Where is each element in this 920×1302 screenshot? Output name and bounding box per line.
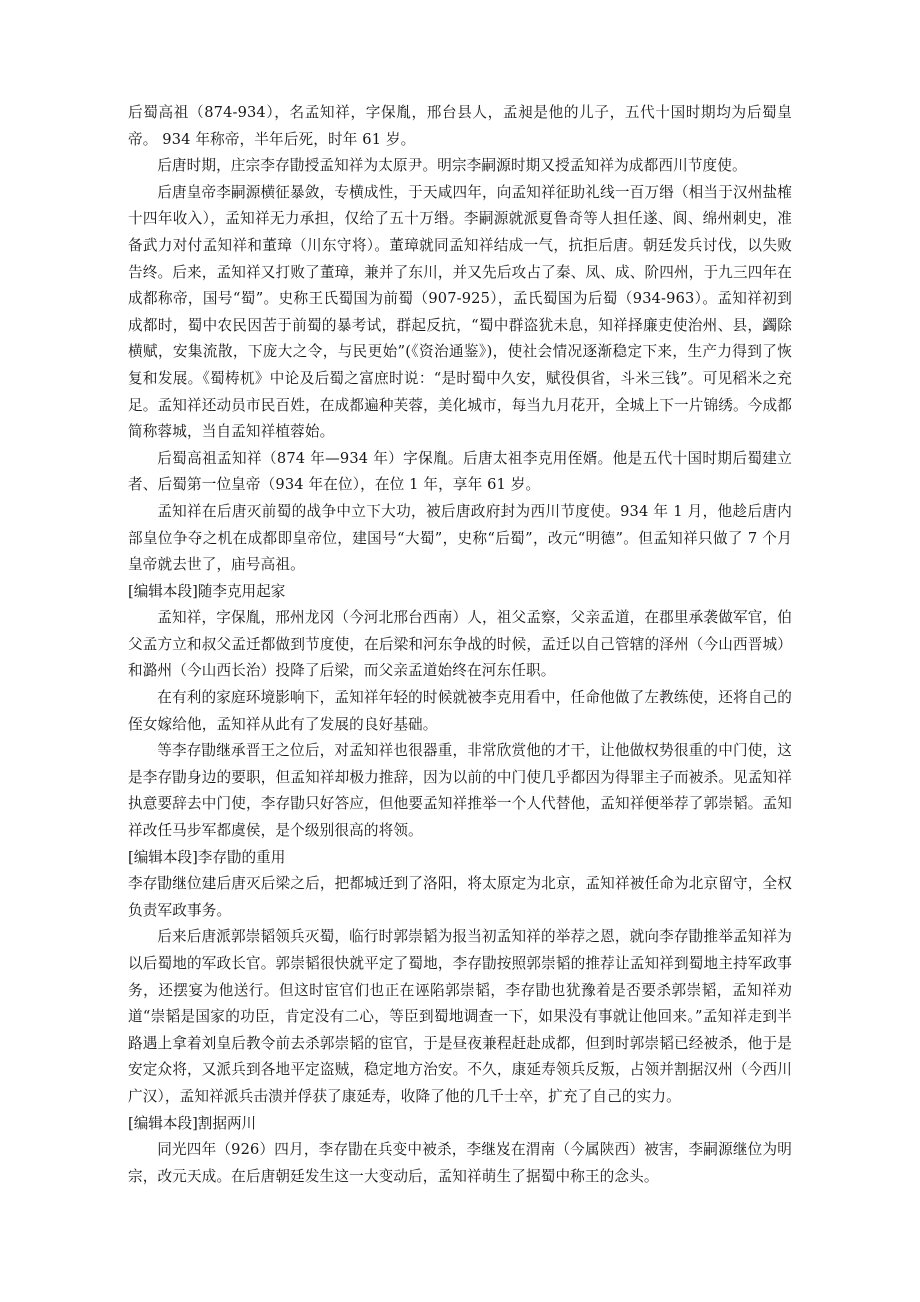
paragraph: 孟知祥在后唐灭前蜀的战争中立下大功，被后唐政府封为西川节度使。934 年 1 月，他趁后唐内部皇位争夺之机在成都即皇帝位，建国号“大蜀”，史称“后蜀”，改元“明德”。但孟知祥只做了 7 个月皇帝就去世了，庙号高祖。 (128, 502, 792, 574)
section-heading-sui-li-ke-yong-qi-jia: [编辑本段]随李克用起家 (128, 582, 286, 600)
paragraph: 后唐时期，庄宗李存勖授孟知祥为太原尹。明宗李嗣源时期又授孟知祥为成都西川节度使。 (157, 157, 747, 175)
paragraph: 后唐皇帝李嗣源横征暴敛，专横成性，于天咸四年，向孟知祥征助礼线一百万缗（相当于汉州盐榷十四年收入），孟知祥无力承担，仅给了五十万缗。李嗣源就派夏鲁奇等人担任遂、阆、绵州刺史，准备武力对付孟知祥和董璋（川东守将）。董璋就同孟知祥结成一气，抗拒后唐。朝廷发兵讨伐，以失败告终。后来，孟知祥又打败了董璋，兼并了东川，并又先后攻占了秦、凤、成、阶四州，于九三四年在成都称帝，国号“蜀”。史称王氏蜀国为前蜀（907-925），孟氏蜀国为后蜀（934-963）。孟知祥初到成都时，蜀中农民因苦于前蜀的暴考试，群起反抗，“蜀中群盗犹未息，知祥择廉吏使治州、县，蠲除横赋，安集流散，下庞大之令，与民更始”(《资治通鉴》)，使社会情况逐渐稳定下来，生产力得到了恢复和发展。《蜀梼杌》中论及后蜀之富庶时说：“是时蜀中久安，赋役俱省，斗米三钱”。可见稻米之充足。孟知祥还动员市民百姓，在成都遍种芙蓉，美化城市，每当九月花开，全城上下一片锦绣。今成都简称蓉城，当自孟知祥植蓉始。 (128, 183, 792, 441)
paragraph: 后来后唐派郭崇韬领兵灭蜀，临行时郭崇韬为报当初孟知祥的举荐之恩，就向李存勖推举孟知祥为以后蜀地的军政长官。郭崇韬很快就平定了蜀地，李存勖按照郭崇韬的推荐让孟知祥到蜀地主持军政事务，还摆宴为他送行。但这时宦官们也正在诬陷郭崇韬，李存勖也犹豫着是否要杀郭崇韬，孟知祥劝道“崇韬是国家的功臣，肯定没有二心，等臣到蜀地调查一下，如果没有事就让他回来。”孟知祥走到半路遇上拿着刘皇后教令前去杀郭崇韬的宦官，于是昼夜兼程赶赴成都，但到时郭崇韬已经被杀，他于是安定众将，又派兵到各地平定盗贼，稳定地方治安。不久，康延寿领兵反叛，占领并割据汉州（今西川广汉），孟知祥派兵击溃并俘获了康延寿，收降了他的几千士卒，扩充了自己的实力。 (128, 928, 792, 1105)
paragraph: 孟知祥，字保胤，邢州龙冈（今河北邢台西南）人，祖父孟察，父亲孟道，在郡里承袭做军官，伯父孟方立和叔父孟迁都做到节度使，在后梁和河东争战的时候，孟迁以自己管辖的泽州（今山西晋城）和潞州（今山西长治）投降了后梁，而父亲孟道始终在河东任职。 (128, 609, 792, 680)
paragraph: 后蜀高祖（874-934），名孟知祥，字保胤，邢台县人，孟昶是他的儿子，五代十国时期均为后蜀皇帝。 934 年称帝，半年后死，时年 61 岁。 (128, 104, 792, 148)
paragraph: 李存勖继位建后唐灭后梁之后，把都城迁到了洛阳，将太原定为北京，孟知祥被任命为北京留守，全权负责军政事务。 (128, 875, 792, 919)
section-heading-ge-ju-liang-chuan: [编辑本段]割据两川 (128, 1114, 257, 1132)
section-heading-li-cun-xu-de-zhong-yong: [编辑本段]李存勖的重用 (128, 848, 286, 866)
paragraph: 同光四年（926）四月，李存勖在兵变中被杀，李继岌在渭南（今属陕西）被害，李嗣源继位为明宗，改元天成。在后唐朝廷发生这一大变动后，孟知祥萌生了据蜀中称王的念头。 (128, 1141, 792, 1185)
paragraph: 在有利的家庭环境影响下，孟知祥年轻的时候就被李克用看中，任命他做了左教练使，还将自己的侄女嫁给他，孟知祥从此有了发展的良好基础。 (128, 689, 792, 733)
paragraph: 后蜀高祖孟知祥（874 年—934 年）字保胤。后唐太祖李克用侄婿。他是五代十国时期后蜀建立者、后蜀第一位皇帝（934 年在位），在位 1 年，享年 61 岁。 (128, 449, 792, 494)
paragraph: 等李存勖继承晋王之位后，对孟知祥也很器重，非常欣赏他的才干，让他做权势很重的中门使，这是李存勖身边的要职，但孟知祥却极力推辞，因为以前的中门使几乎都因为得罪主子而被杀。见孟知祥执意要辞去中门使，李存勖只好答应，但他要孟知祥推举一个人代替他，孟知祥便举荐了郭崇韬。孟知祥改任马步军都虞侯，是个级别很高的将领。 (128, 742, 792, 840)
document-body (128, 100, 792, 1190)
